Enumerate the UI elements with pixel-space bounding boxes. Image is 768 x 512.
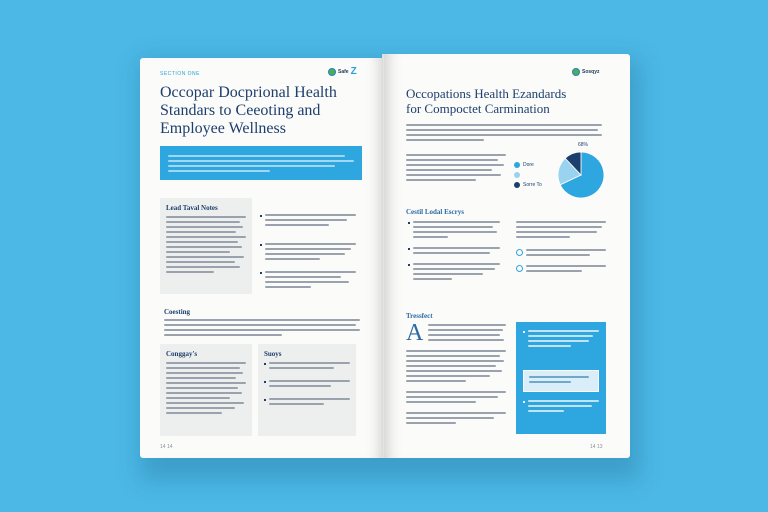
intro-text (406, 124, 602, 144)
legend-item (514, 172, 542, 178)
section-text (164, 319, 360, 339)
check-icon (516, 249, 523, 256)
text-line (168, 155, 345, 157)
list-item (523, 330, 599, 350)
box-b-list (264, 362, 350, 408)
box-a-text (166, 362, 246, 417)
bullet-list (260, 214, 356, 291)
text-line (168, 170, 270, 172)
title-line: Employee Wellness (160, 120, 286, 137)
article-text-a (428, 324, 506, 344)
legend-swatch (514, 172, 520, 178)
article-text-b (406, 350, 506, 427)
chart-legend (514, 162, 542, 192)
legend-label: Sorre To (523, 182, 542, 188)
list-item (264, 398, 350, 408)
legend-label: Dore (523, 162, 534, 168)
box-a (160, 344, 252, 436)
globe-icon (516, 265, 523, 272)
logo-text: Sosqyz (582, 69, 600, 75)
box-heading: Lead Taval Notes (166, 204, 218, 212)
list-item (516, 249, 606, 259)
side-text (516, 221, 606, 275)
list-item (408, 247, 500, 257)
list-item (523, 400, 599, 415)
list-item (260, 271, 356, 291)
section-heading: Cestil Lodal Escrys (406, 208, 464, 216)
text-line (168, 160, 354, 162)
list-item (408, 221, 500, 241)
legend-swatch (514, 162, 520, 168)
logo-icon (328, 68, 336, 76)
notes-box (160, 198, 252, 294)
box-text (166, 216, 246, 276)
page-title (406, 86, 621, 116)
callout-text (529, 376, 589, 386)
list-item (264, 362, 350, 372)
title-line: for Compoctet Carmination (406, 101, 550, 116)
title-line: Occopations Health Ezandards (406, 86, 567, 101)
legend-item (514, 162, 542, 168)
page-title (160, 84, 375, 138)
legend-swatch (514, 182, 520, 188)
right-page (384, 54, 630, 458)
pie-chart (556, 150, 606, 200)
page-number: 14 13 (590, 444, 603, 450)
left-page (140, 58, 384, 458)
list-item (408, 263, 500, 283)
brand-logo (572, 68, 600, 76)
sub-heading-a: Conggay's (166, 350, 198, 358)
sidebar-panel (516, 322, 606, 434)
callout-box (523, 370, 599, 392)
logo-icon (572, 68, 580, 76)
logo-text: Safe (338, 69, 349, 75)
page-number: 14 14 (160, 444, 173, 450)
sub-heading-b: Suoys (264, 350, 282, 358)
sidebar-text (523, 330, 599, 350)
section-heading: Coesting (164, 308, 191, 316)
body-text (406, 154, 506, 184)
brand-logo (328, 67, 357, 77)
list-item (264, 380, 350, 390)
intro-banner (160, 146, 362, 180)
box-b (258, 344, 356, 436)
list-item (516, 265, 606, 275)
legend-item (514, 182, 542, 188)
section-kicker: SECTION ONE (160, 71, 200, 77)
section-heading-2: Tressfect (406, 312, 433, 320)
list-item (260, 243, 356, 263)
sidebar-text-2 (523, 400, 599, 415)
logo-mark: Z (350, 66, 357, 77)
title-line: Standars to Ceeoting and (160, 102, 321, 119)
title-line: Occopar Docprional Health (160, 84, 337, 101)
section-list (408, 221, 500, 283)
text-line (168, 165, 335, 167)
chart-label: 68% (578, 142, 589, 148)
drop-cap: A (406, 320, 424, 346)
list-item (260, 214, 356, 229)
